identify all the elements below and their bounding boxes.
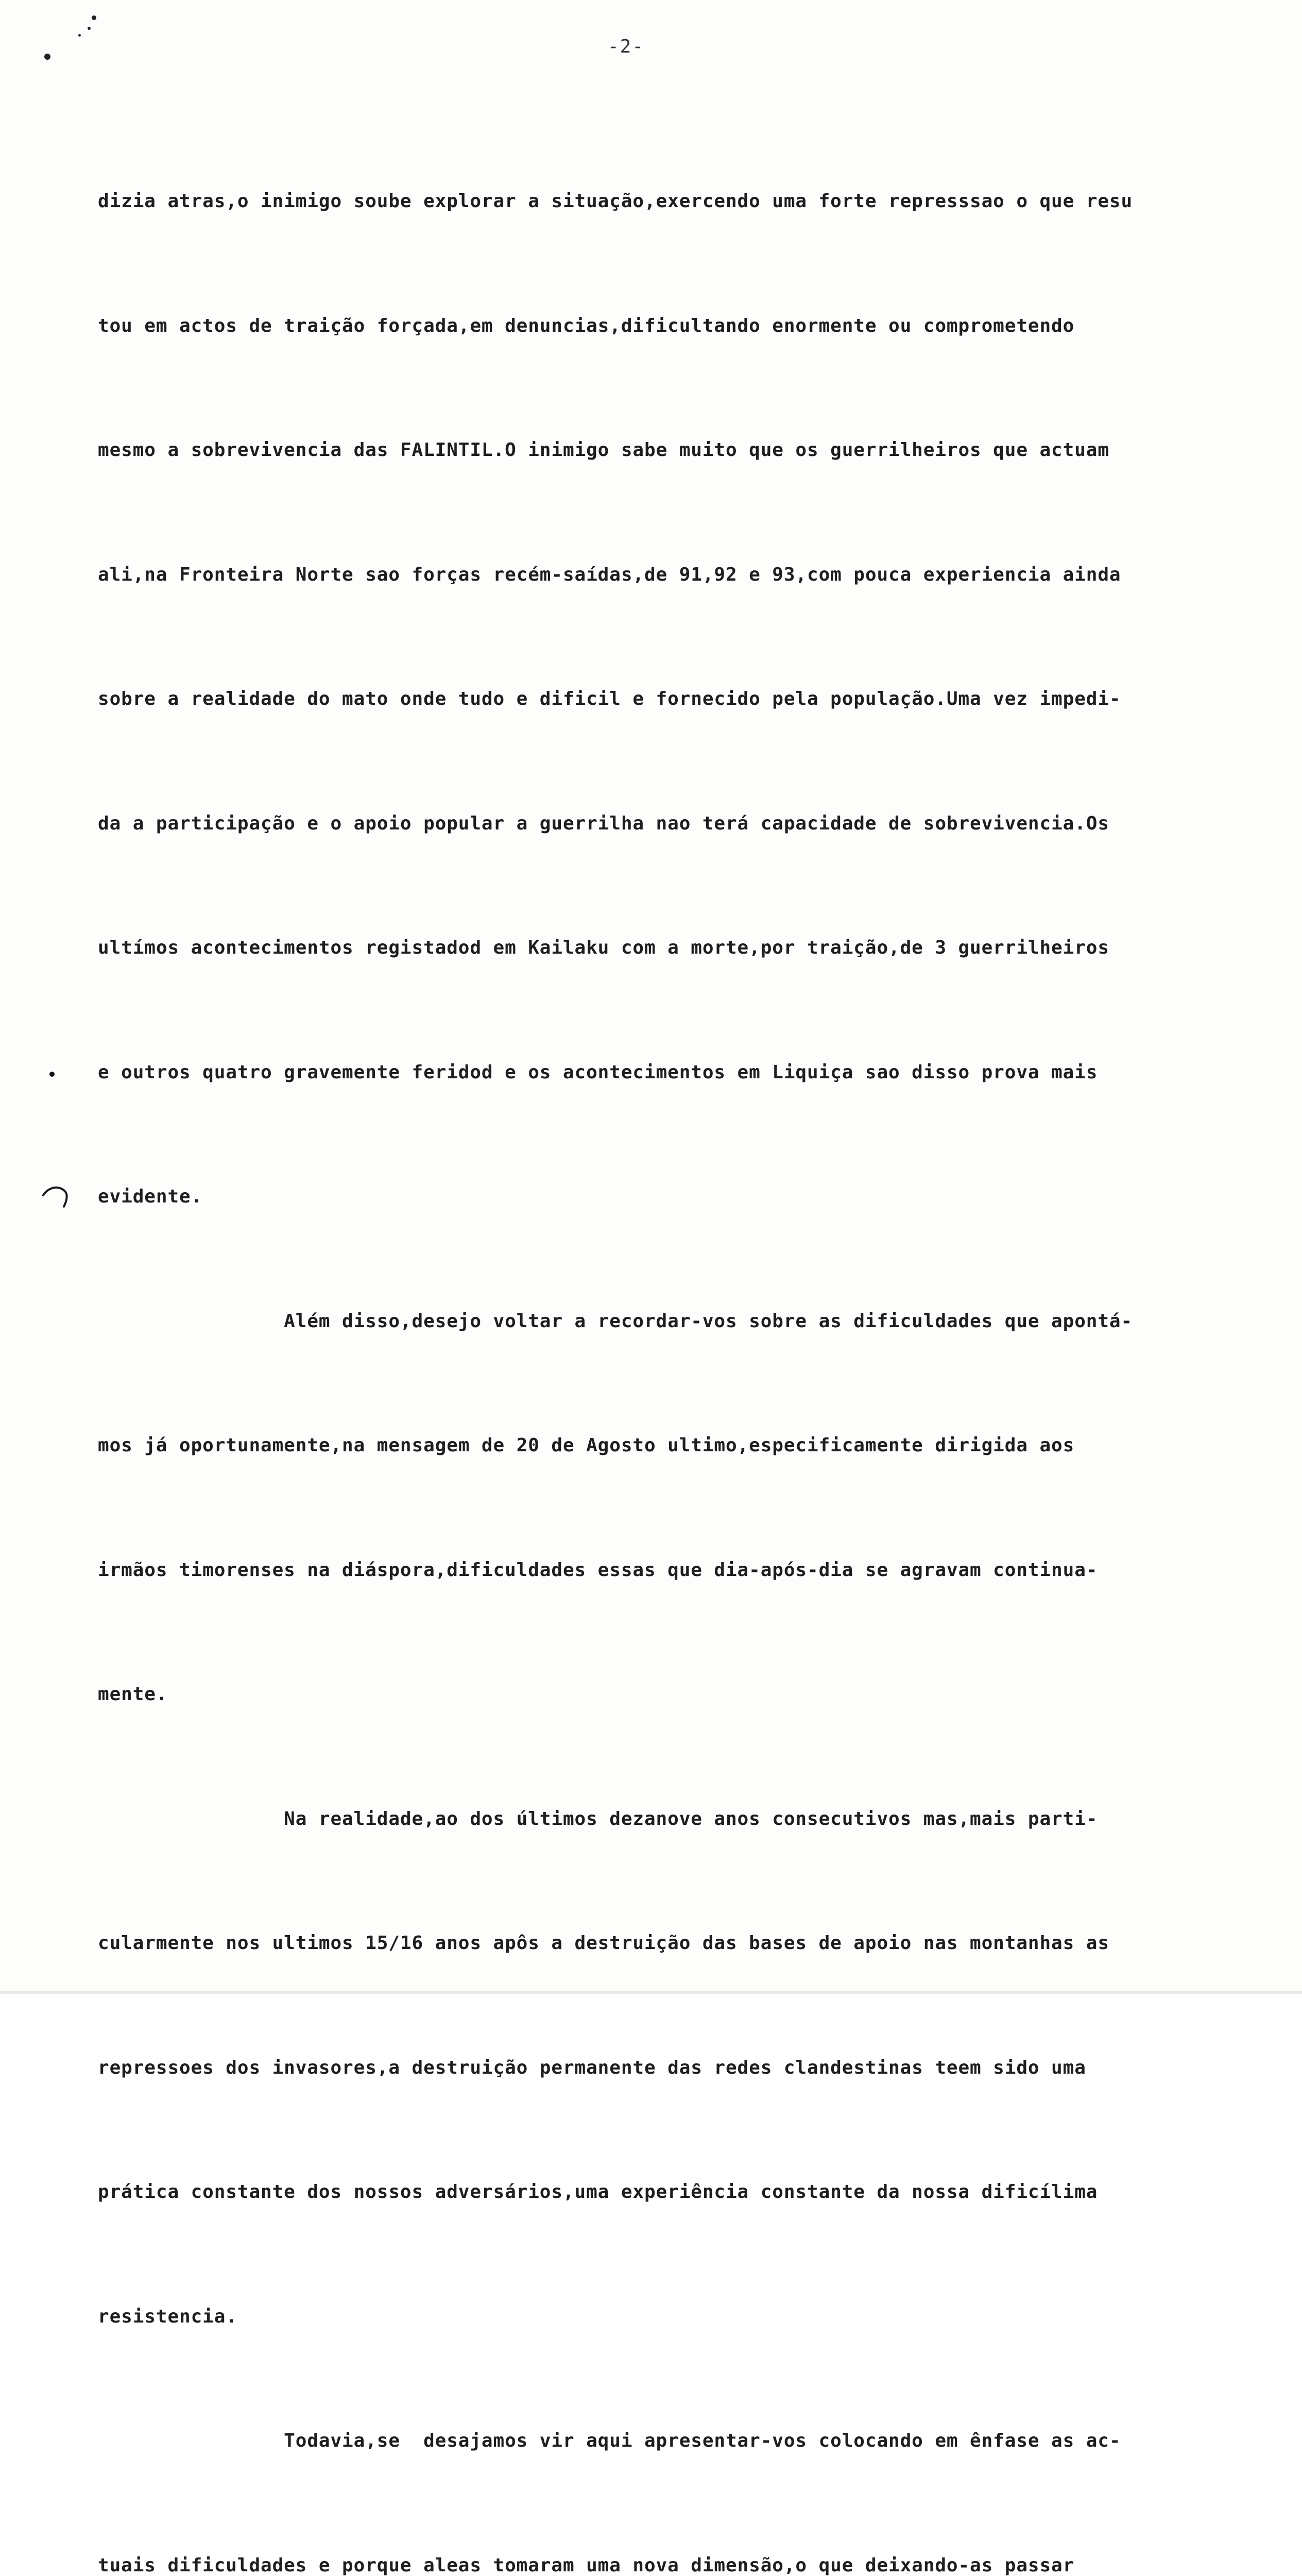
margin-dot bbox=[49, 1072, 55, 1077]
text-line: Todavia,se desajamos vir aqui apresentar-vos colocando em ênfase as ac- bbox=[98, 2420, 1246, 2462]
text-line: mente. bbox=[98, 1674, 1246, 1716]
text-line: resistencia. bbox=[98, 2296, 1246, 2338]
text-line: cularmente nos ultimos 15/16 anos apôs a destruição das bases de apoio nas montanhas as bbox=[98, 1923, 1246, 1964]
typewritten-body bbox=[98, 98, 1246, 2576]
text-line: tuais dificuldades e porque aleas tomaram uma nova dimensão,o que deixando-as passar bbox=[98, 2545, 1246, 2576]
text-line: Além disso,desejo voltar a recordar-vos sobre as dificuldades que apontá- bbox=[98, 1301, 1246, 1343]
text-line: tou em actos de traição forçada,em denuncias,dificultando enormente ou comprometendo bbox=[98, 306, 1246, 347]
text-line: sobre a realidade do mato onde tudo e dificil e fornecido pela população.Uma vez impedi- bbox=[98, 679, 1246, 720]
ink-speck bbox=[78, 34, 81, 37]
text-line: irmãos timorenses na diáspora,dificuldades essas que dia-após-dia se agravam continua- bbox=[98, 1550, 1246, 1591]
text-line: Na realidade,ao dos últimos dezanove anos consecutivos mas,mais parti- bbox=[98, 1799, 1246, 1840]
text-line: prática constante dos nossos adversários,uma experiência constante da nossa dificílima bbox=[98, 2172, 1246, 2213]
text-line: ultímos acontecimentos registadod em Kailaku com a morte,por traição,de 3 guerrilheiros bbox=[98, 927, 1246, 969]
page-number: -2- bbox=[608, 36, 644, 57]
text-line: evidente. bbox=[98, 1176, 1246, 1218]
text-line: ali,na Fronteira Norte sao forças recém-saídas,de 91,92 e 93,com pouca experiencia ainda bbox=[98, 554, 1246, 596]
text-line: mesmo a sobrevivencia das FALINTIL.O inimigo sabe muito que os guerrilheiros que actuam bbox=[98, 430, 1246, 471]
ink-speck bbox=[92, 15, 96, 20]
ink-speck bbox=[44, 54, 50, 60]
handwritten-margin-mark bbox=[41, 1180, 77, 1211]
page-bottom-edge bbox=[0, 1991, 1302, 1994]
text-line: mos já oportunamente,na mensagem de 20 de Agosto ultimo,especificamente dirigida aos bbox=[98, 1425, 1246, 1467]
text-line: dizia atras,o inimigo soube explorar a situação,exercendo uma forte represssao o que resu bbox=[98, 181, 1246, 223]
ink-speck bbox=[88, 27, 91, 30]
text-line: repressoes dos invasores,a destruição permanente das redes clandestinas teem sido uma bbox=[98, 2047, 1246, 2089]
text-line: e outros quatro gravemente feridod e os acontecimentos em Liquiça sao disso prova mais bbox=[98, 1052, 1246, 1094]
text-line: da a participação e o apoio popular a guerrilha nao terá capacidade de sobrevivencia.Os bbox=[98, 803, 1246, 845]
